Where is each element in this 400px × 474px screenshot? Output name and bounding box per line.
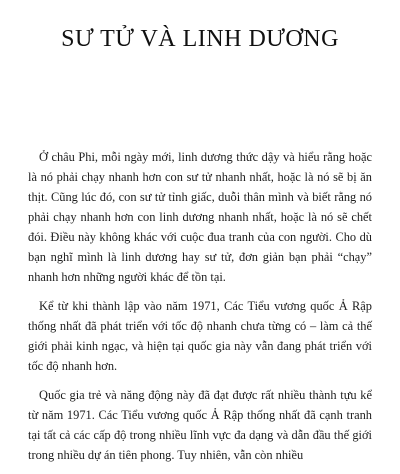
body-text: [28, 147, 372, 474]
paragraph-1: Ở châu Phi, mỗi ngày mới, linh dương thức dậy và hiểu rằng hoặc là nó phải chạy nhanh hơn con sư tử nhanh nhất, hoặc là nó sẽ bị ăn thịt. Cũng lúc đó, con sư tử tỉnh giấc, duỗi thân mình và biết rằng nó phải chạy nhanh hơn con linh dương nhanh nhất, hoặc là nó sẽ chết đói. Điều này không khác với cuộc đua tranh của con người. Cho dù bạn nghĩ mình là linh dương hay sư tử, đơn giản bạn phải “chạy” nhanh hơn những người khác để tồn tại.: [28, 150, 372, 284]
paragraph-3: Quốc gia trẻ và năng động này đã đạt được rất nhiều thành tựu kể từ năm 1971. Các Tiểu vương quốc Ả Rập thống nhất đã cạnh tranh tại tất cả các cấp độ trong nhiều lĩnh vực đa dạng và dẫn đầu thế giới trong nhiều dự án tiên phong. Tuy nhiên, vẫn còn nhiều: [28, 388, 372, 462]
paragraph-2: Kể từ khi thành lập vào năm 1971, Các Tiểu vương quốc Ả Rập thống nhất đã phát triển với tốc độ nhanh chưa từng có – làm cả thế giới phải kinh ngạc, và hiện tại quốc gia này vẫn đang phát triển với tốc độ nhanh hơn.: [28, 299, 372, 373]
chapter-title: SƯ TỬ VÀ LINH DƯƠNG: [61, 26, 339, 52]
